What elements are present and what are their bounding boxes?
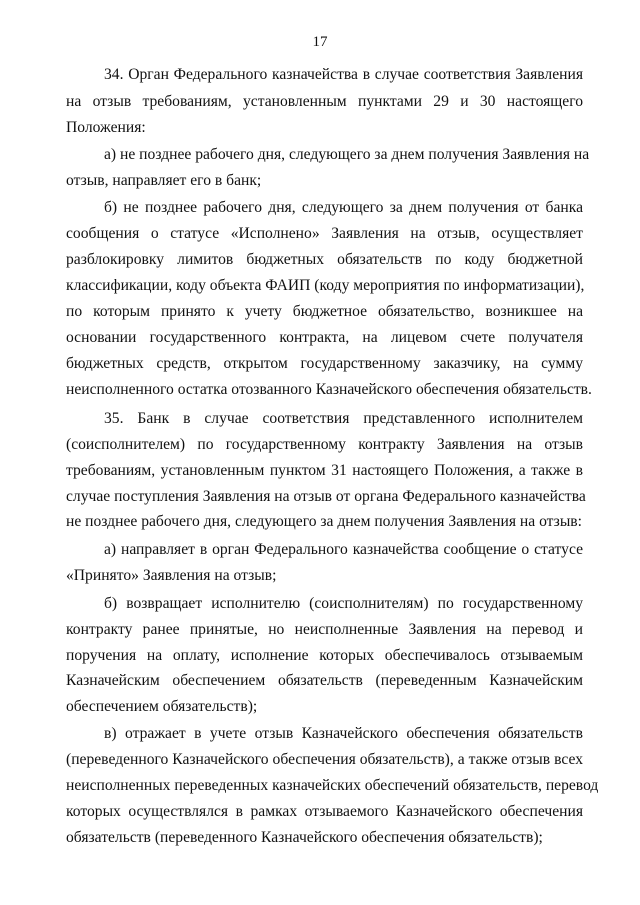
item-35b-line-2: контракту ранее принятые, но неисполненные Заявления на перевод и (66, 621, 583, 638)
item-35c-line-4: которых осуществлялся в рамках отзываемого Казначейского обеспечения (66, 803, 583, 820)
item-34b-line-1: б) не позднее рабочего дня, следующего за днем получения от банка (104, 199, 583, 216)
item-34b-line-7: бюджетных средств, открытом государственному заказчику, на сумму (66, 355, 583, 372)
item-35a-line-1: а) направляет в орган Федерального казначейства сообщение о статусе (104, 541, 583, 558)
item-35b-line-3: поручения на оплату, исполнение которых обеспечивалось отзываемым (66, 647, 583, 664)
paragraph-34-line-3: Положения: (66, 119, 146, 136)
item-35c-line-1: в) отражает в учете отзыв Казначейского обеспечения обязательств (104, 725, 583, 742)
item-35a-line-2: «Принято» Заявления на отзыв; (66, 567, 277, 584)
paragraph-35-line-4: случае поступления Заявления на отзыв от органа Федерального казначейства (66, 488, 586, 505)
item-35b-line-5: обеспечением обязательств); (66, 698, 258, 715)
item-35c-line-2: (переведенного Казначейского обеспечения обязательств), а также отзыв всех (66, 751, 583, 768)
paragraph-34-line-1: 34. Орган Федерального казначейства в случае соответствия Заявления (104, 66, 583, 83)
paragraph-35-line-1: 35. Банк в случае соответствия представленного исполнителем (104, 410, 583, 427)
item-34b-line-4: классификации, коду объекта ФАИП (коду мероприятия по информатизации), (66, 277, 585, 294)
item-34b-line-6: основании государственного контракта, на лицевом счете получателя (66, 329, 583, 346)
item-35b-line-4: Казначейским обеспечением обязательств (переведенным Казначейским (66, 672, 583, 689)
page-number: 17 (312, 34, 328, 50)
item-35c-line-3: неисполненных переведенных казначейских обеспечений обязательств, перевод (66, 777, 599, 794)
item-35c-line-5: обязательств (переведенного Казначейского обеспечения обязательств); (66, 829, 543, 846)
paragraph-35-line-2: (соисполнителем) по государственному контракту Заявления на отзыв (66, 436, 583, 453)
paragraph-34-line-2: на отзыв требованиям, установленным пунктами 29 и 30 настоящего (66, 93, 583, 110)
item-34b-line-8: неисполненного остатка отозванного Казначейского обеспечения обязательств. (66, 381, 592, 398)
paragraph-35-line-3: требованиям, установленным пунктом 31 настоящего Положения, а также в (66, 462, 583, 479)
item-34a-line-2: отзыв, направляет его в банк; (66, 172, 262, 189)
item-34a-line-1: а) не позднее рабочего дня, следующего за днем получения Заявления на (104, 146, 590, 163)
item-35b-line-1: б) возвращает исполнителю (соисполнителям) по государственному (104, 595, 583, 612)
item-34b-line-5: по которым принято к учету бюджетное обязательство, возникшее на (66, 303, 583, 320)
paragraph-35-line-5: не позднее рабочего дня, следующего за днем получения Заявления на отзыв: (66, 513, 583, 530)
item-34b-line-2: сообщения о статусе «Исполнено» Заявления на отзыв, осуществляет (66, 225, 583, 242)
item-34b-line-3: разблокировку лимитов бюджетных обязательств по коду бюджетной (66, 251, 583, 268)
